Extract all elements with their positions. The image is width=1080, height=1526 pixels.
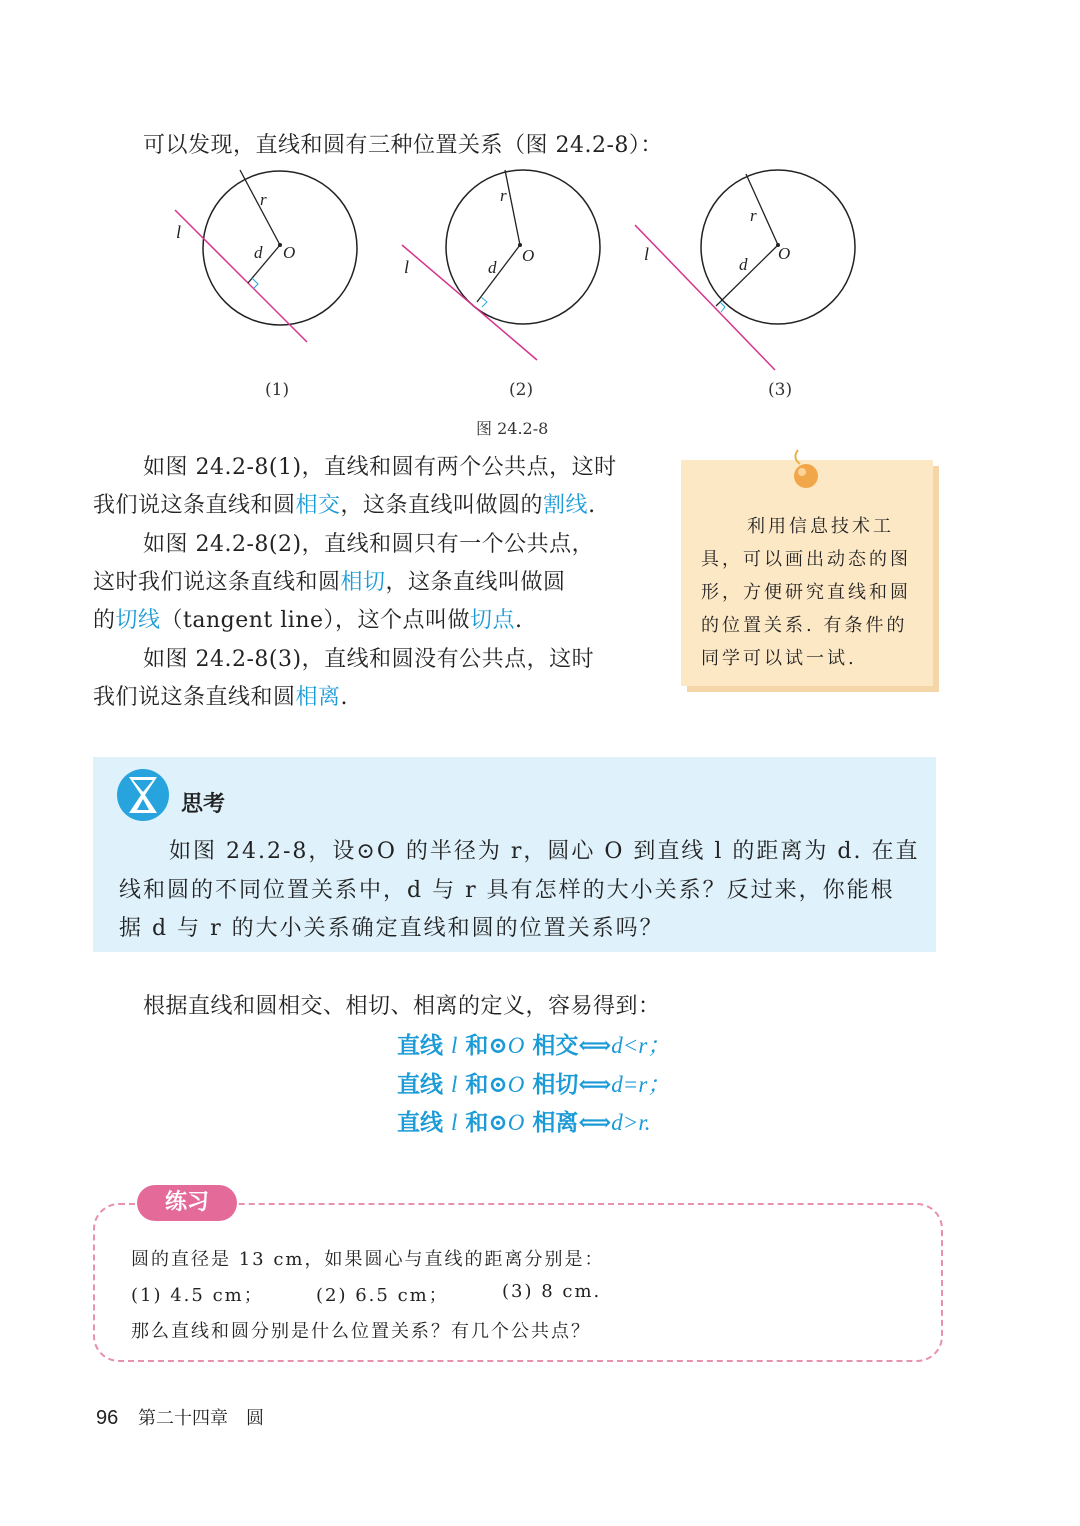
- text: 我们说这条直线和圆: [93, 493, 296, 518]
- figure-title: 图 24.2-8: [476, 419, 549, 438]
- formula-separate: [397, 1104, 650, 1137]
- intro-text: 可以发现，直线和圆有三种位置关系（图 24.2-8）：: [143, 133, 663, 158]
- label-l: l: [404, 257, 410, 277]
- text: 直线: [397, 1071, 452, 1098]
- text: ，这条直线叫做圆的: [340, 493, 544, 518]
- label-d: d: [488, 258, 497, 277]
- text: 我们说这条直线和圆: [93, 685, 296, 710]
- var: l: [451, 1110, 458, 1135]
- text: 和⊙: [457, 1109, 508, 1136]
- paragraph-separate-2: [93, 680, 348, 711]
- text: ，这条直线叫做圆: [385, 570, 566, 595]
- practice-question: 圆的直径是 13 cm，如果圆心与直线的距离分别是：: [131, 1249, 605, 1270]
- label-d: d: [254, 243, 263, 262]
- label-d: d: [739, 255, 748, 274]
- conclusion-text: 根据直线和圆相交、相切、相离的定义，容易得到：: [143, 994, 661, 1019]
- var: l: [451, 1072, 458, 1097]
- think-line: 线和圆的不同位置关系中，d 与 r 具有怎样的大小关系？反过来，你能根: [119, 878, 895, 903]
- text: .: [340, 685, 349, 710]
- think-box: [93, 757, 936, 952]
- text: 直线: [397, 1109, 452, 1136]
- label-r: r: [500, 186, 507, 205]
- page-footer: [96, 1404, 264, 1430]
- formula-tangent: [397, 1066, 670, 1099]
- paragraph-tangent-2: [93, 565, 566, 596]
- figure-24-2-8: [0, 0, 1080, 440]
- practice-tag: 练习: [137, 1185, 237, 1221]
- chapter-title: 第二十四章 圆: [137, 1408, 264, 1429]
- practice-option: (1) 4.5 cm；: [131, 1285, 264, 1306]
- note-line: 形，方便研究直线和圆: [701, 582, 911, 603]
- var: O: [507, 1110, 525, 1135]
- label-o: O: [778, 244, 791, 263]
- paragraph-tangent-3: [93, 603, 523, 634]
- practice-question-2: 那么直线和圆分别是什么位置关系？有几个公共点？: [131, 1321, 591, 1342]
- label-o: O: [283, 243, 296, 262]
- var: l: [451, 1033, 458, 1058]
- text: （tangent line），这个点叫做: [160, 608, 471, 633]
- pin-icon: [786, 448, 826, 493]
- term-tangent-point: 切点: [470, 608, 516, 633]
- hourglass-icon: [117, 769, 169, 821]
- term-tangent: 相切: [340, 570, 386, 595]
- text: .: [588, 493, 596, 518]
- think-line: 据 d 与 r 的大小关系确定直线和圆的位置关系吗？: [119, 916, 664, 941]
- paragraph-tangent: 如图 24.2-8(2)，直线和圆只有一个公共点，: [143, 532, 595, 557]
- term-separate: 相离: [295, 685, 341, 710]
- label-r: r: [750, 206, 757, 225]
- think-title: 思考: [181, 792, 226, 817]
- text: 这时我们说这条直线和圆: [93, 570, 341, 595]
- figure-caption: (1): [265, 380, 290, 400]
- term-tangent-line: 切线: [115, 608, 161, 633]
- practice-option: (2) 6.5 cm；: [316, 1285, 449, 1306]
- paragraph-intersect: 如图 24.2-8(1)，直线和圆有两个公共点，这时: [143, 455, 617, 480]
- formula-intersect: [397, 1027, 670, 1060]
- var: O: [507, 1033, 525, 1058]
- text: 相离⟺: [524, 1109, 612, 1136]
- text: 相交⟺: [524, 1032, 612, 1059]
- term-secant: 割线: [543, 493, 589, 518]
- term-intersect: 相交: [295, 493, 341, 518]
- figure-caption: (3): [768, 380, 793, 400]
- think-line: 如图 24.2-8，设⊙O 的半径为 r，圆心 O 到直线 l 的距离为 d. 在直: [169, 839, 920, 864]
- label-r: r: [260, 190, 267, 209]
- label-o: O: [522, 246, 535, 265]
- text: 直线: [397, 1032, 452, 1059]
- relation: d=r；: [611, 1072, 671, 1097]
- text: 和⊙: [457, 1032, 508, 1059]
- note-line: 具，可以画出动态的图: [701, 549, 911, 570]
- text: 的: [93, 608, 116, 633]
- practice-option: (3) 8 cm.: [502, 1281, 602, 1302]
- page-number: 96: [96, 1407, 119, 1429]
- paragraph-intersect-2: [93, 488, 596, 519]
- note-line: 的位置关系. 有条件的: [701, 615, 908, 636]
- text: 相切⟺: [524, 1071, 612, 1098]
- text: 和⊙: [457, 1071, 508, 1098]
- paragraph-separate: 如图 24.2-8(3)，直线和圆没有公共点，这时: [143, 647, 595, 672]
- var: O: [507, 1072, 525, 1097]
- label-l: l: [176, 222, 182, 242]
- side-note: [681, 460, 933, 686]
- relation: d<r；: [611, 1033, 671, 1058]
- label-l: l: [644, 244, 650, 264]
- figure-caption: (2): [509, 380, 534, 400]
- note-line: 同学可以试一试.: [701, 648, 857, 669]
- text: .: [515, 608, 523, 633]
- relation: d>r.: [611, 1110, 651, 1135]
- note-line: 利用信息技术工: [747, 516, 894, 537]
